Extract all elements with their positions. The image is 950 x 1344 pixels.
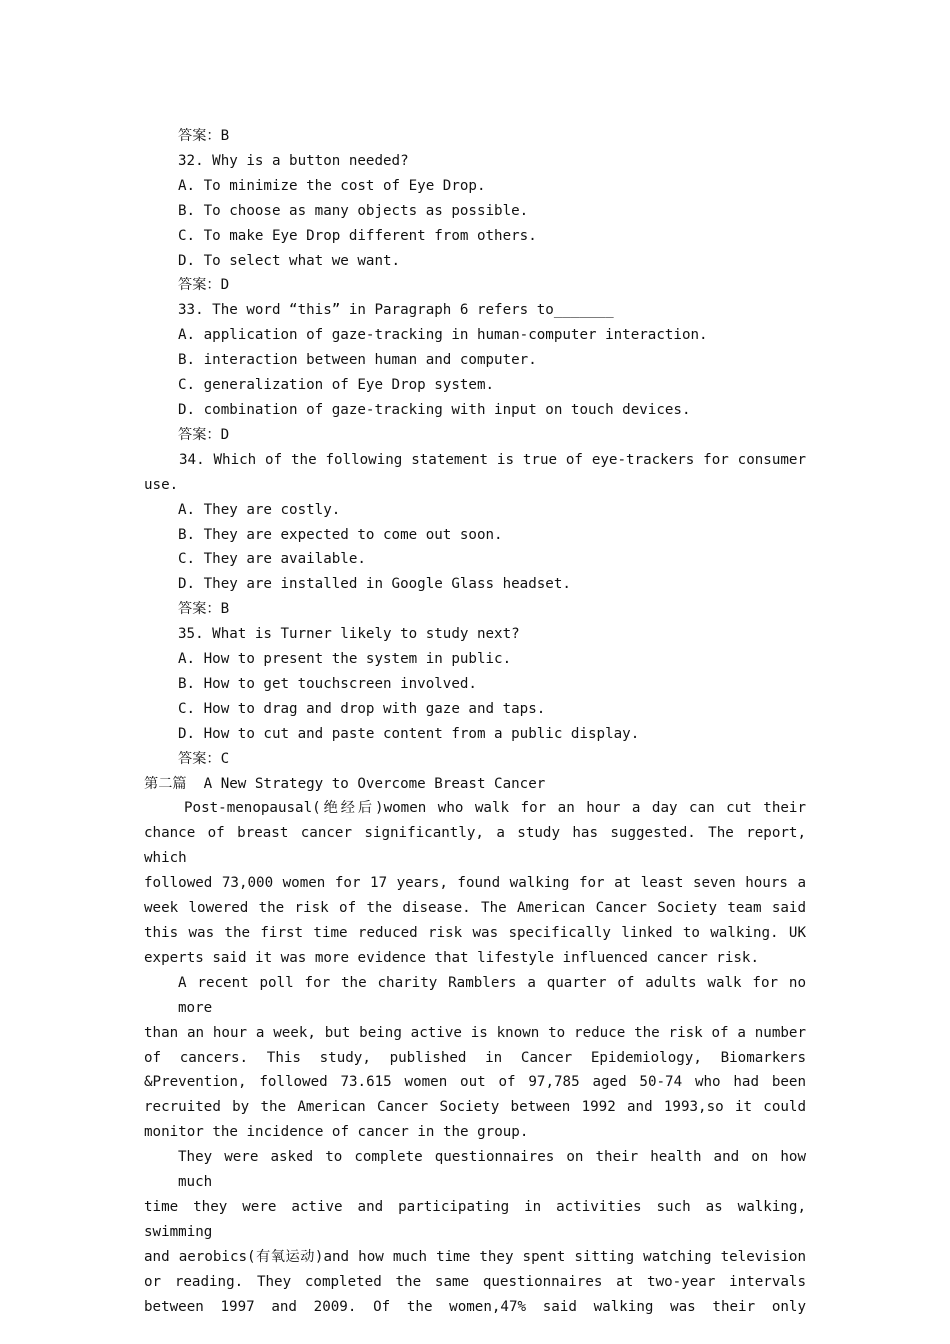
paragraph-2-line: &Prevention, followed 73.615 women out of 97,785 aged 50-74 who had been [144, 1074, 806, 1091]
question-35 [144, 622, 806, 771]
passage-heading: 第二篇 A New Strategy to Overcome Breast Cancer [144, 775, 546, 792]
option-32-c: C. To make Eye Drop different from others. [178, 227, 537, 244]
answer-35: 答案：C [178, 750, 230, 767]
option-34-b: B. They are expected to come out soon. [178, 526, 503, 543]
question-34-text-line1: 34. Which of the following statement is true of eye-trackers for consumer [179, 451, 806, 468]
paragraph-2-line: of cancers. This study, published in Cancer Epidemiology, Biomarkers [144, 1049, 806, 1066]
option-33-c: C. generalization of Eye Drop system. [178, 377, 495, 394]
option-34-a: A. They are costly. [178, 501, 341, 518]
passage-paragraph-3 [144, 1145, 806, 1319]
option-33-b: B. interaction between human and computer. [178, 352, 537, 369]
option-35-a: A. How to present the system in public. [178, 651, 512, 668]
question-32-text: 32. Why is a button needed? [178, 152, 409, 169]
option-33-d: D. combination of gaze-tracking with input on touch devices. [178, 401, 691, 418]
question-33 [144, 298, 806, 447]
passage-paragraph-2 [144, 971, 806, 1145]
paragraph-1-line: week lowered the risk of the disease. The American Cancer Society team said [144, 900, 806, 917]
paragraph-2-line: recruited by the American Cancer Society between 1992 and 1993,so it could [144, 1099, 806, 1116]
question-35-text: 35. What is Turner likely to study next? [178, 626, 520, 643]
passage-paragraph-1 [144, 796, 806, 970]
paragraph-3-line: They were asked to complete questionnaires on their health and on how much [178, 1149, 806, 1191]
option-34-d: D. They are installed in Google Glass headset. [178, 576, 571, 593]
answer-31: 答案：B [178, 128, 230, 144]
paragraph-1-line: this was the first time reduced risk was specifically linked to walking. UK [144, 925, 806, 941]
document-page [144, 124, 806, 1320]
paragraph-1-line: followed 73,000 women for 17 years, found walking for at least seven hours a [144, 875, 806, 892]
paragraph-1-line: chance of breast cancer significantly, a study has suggested. The report, which [144, 825, 806, 867]
paragraph-3-line: time they were active and participating in activities such as walking, swimming [144, 1198, 806, 1240]
question-34 [144, 448, 806, 622]
option-32-d: D. To select what we want. [178, 252, 401, 269]
paragraph-3-line: and aerobics(有氧运动)and how much time they spent sitting watching television [144, 1248, 806, 1265]
answer-33: 答案：D [178, 426, 230, 443]
option-35-d: D. How to cut and paste content from a public display. [178, 725, 640, 742]
answer-32: 答案：D [178, 277, 230, 294]
option-32-a: A. To minimize the cost of Eye Drop. [178, 177, 486, 194]
option-32-b: B. To choose as many objects as possible. [178, 202, 529, 219]
option-35-b: B. How to get touchscreen involved. [178, 675, 477, 692]
paragraph-3-line: between 1997 and 2009. Of the women,47% said walking was their only [144, 1298, 806, 1315]
question-34-text-line2: use. [144, 476, 179, 493]
question-33-text: 33. The word “this” in Paragraph 6 refers to_______ [178, 302, 614, 319]
paragraph-2-line: than an hour a week, but being active is known to reduce the risk of a number [144, 1024, 806, 1041]
paragraph-2-line: A recent poll for the charity Ramblers a quarter of adults walk for no more [178, 974, 806, 1016]
option-35-c: C. How to drag and drop with gaze and taps. [178, 700, 546, 717]
answer-34: 答案：B [178, 601, 230, 618]
paragraph-1-line: Post-menopausal(绝经后)women who walk for an hour a day can cut their [184, 800, 806, 817]
option-34-c: C. They are available. [178, 551, 366, 568]
option-33-a: A. application of gaze-tracking in human-computer interaction. [178, 327, 708, 344]
question-32 [144, 149, 806, 298]
paragraph-2-line: monitor the incidence of cancer in the group. [144, 1124, 529, 1141]
paragraph-1-line: experts said it was more evidence that lifestyle influenced cancer risk. [144, 949, 759, 966]
paragraph-3-line: or reading. They completed the same questionnaires at two-year intervals [144, 1273, 806, 1290]
